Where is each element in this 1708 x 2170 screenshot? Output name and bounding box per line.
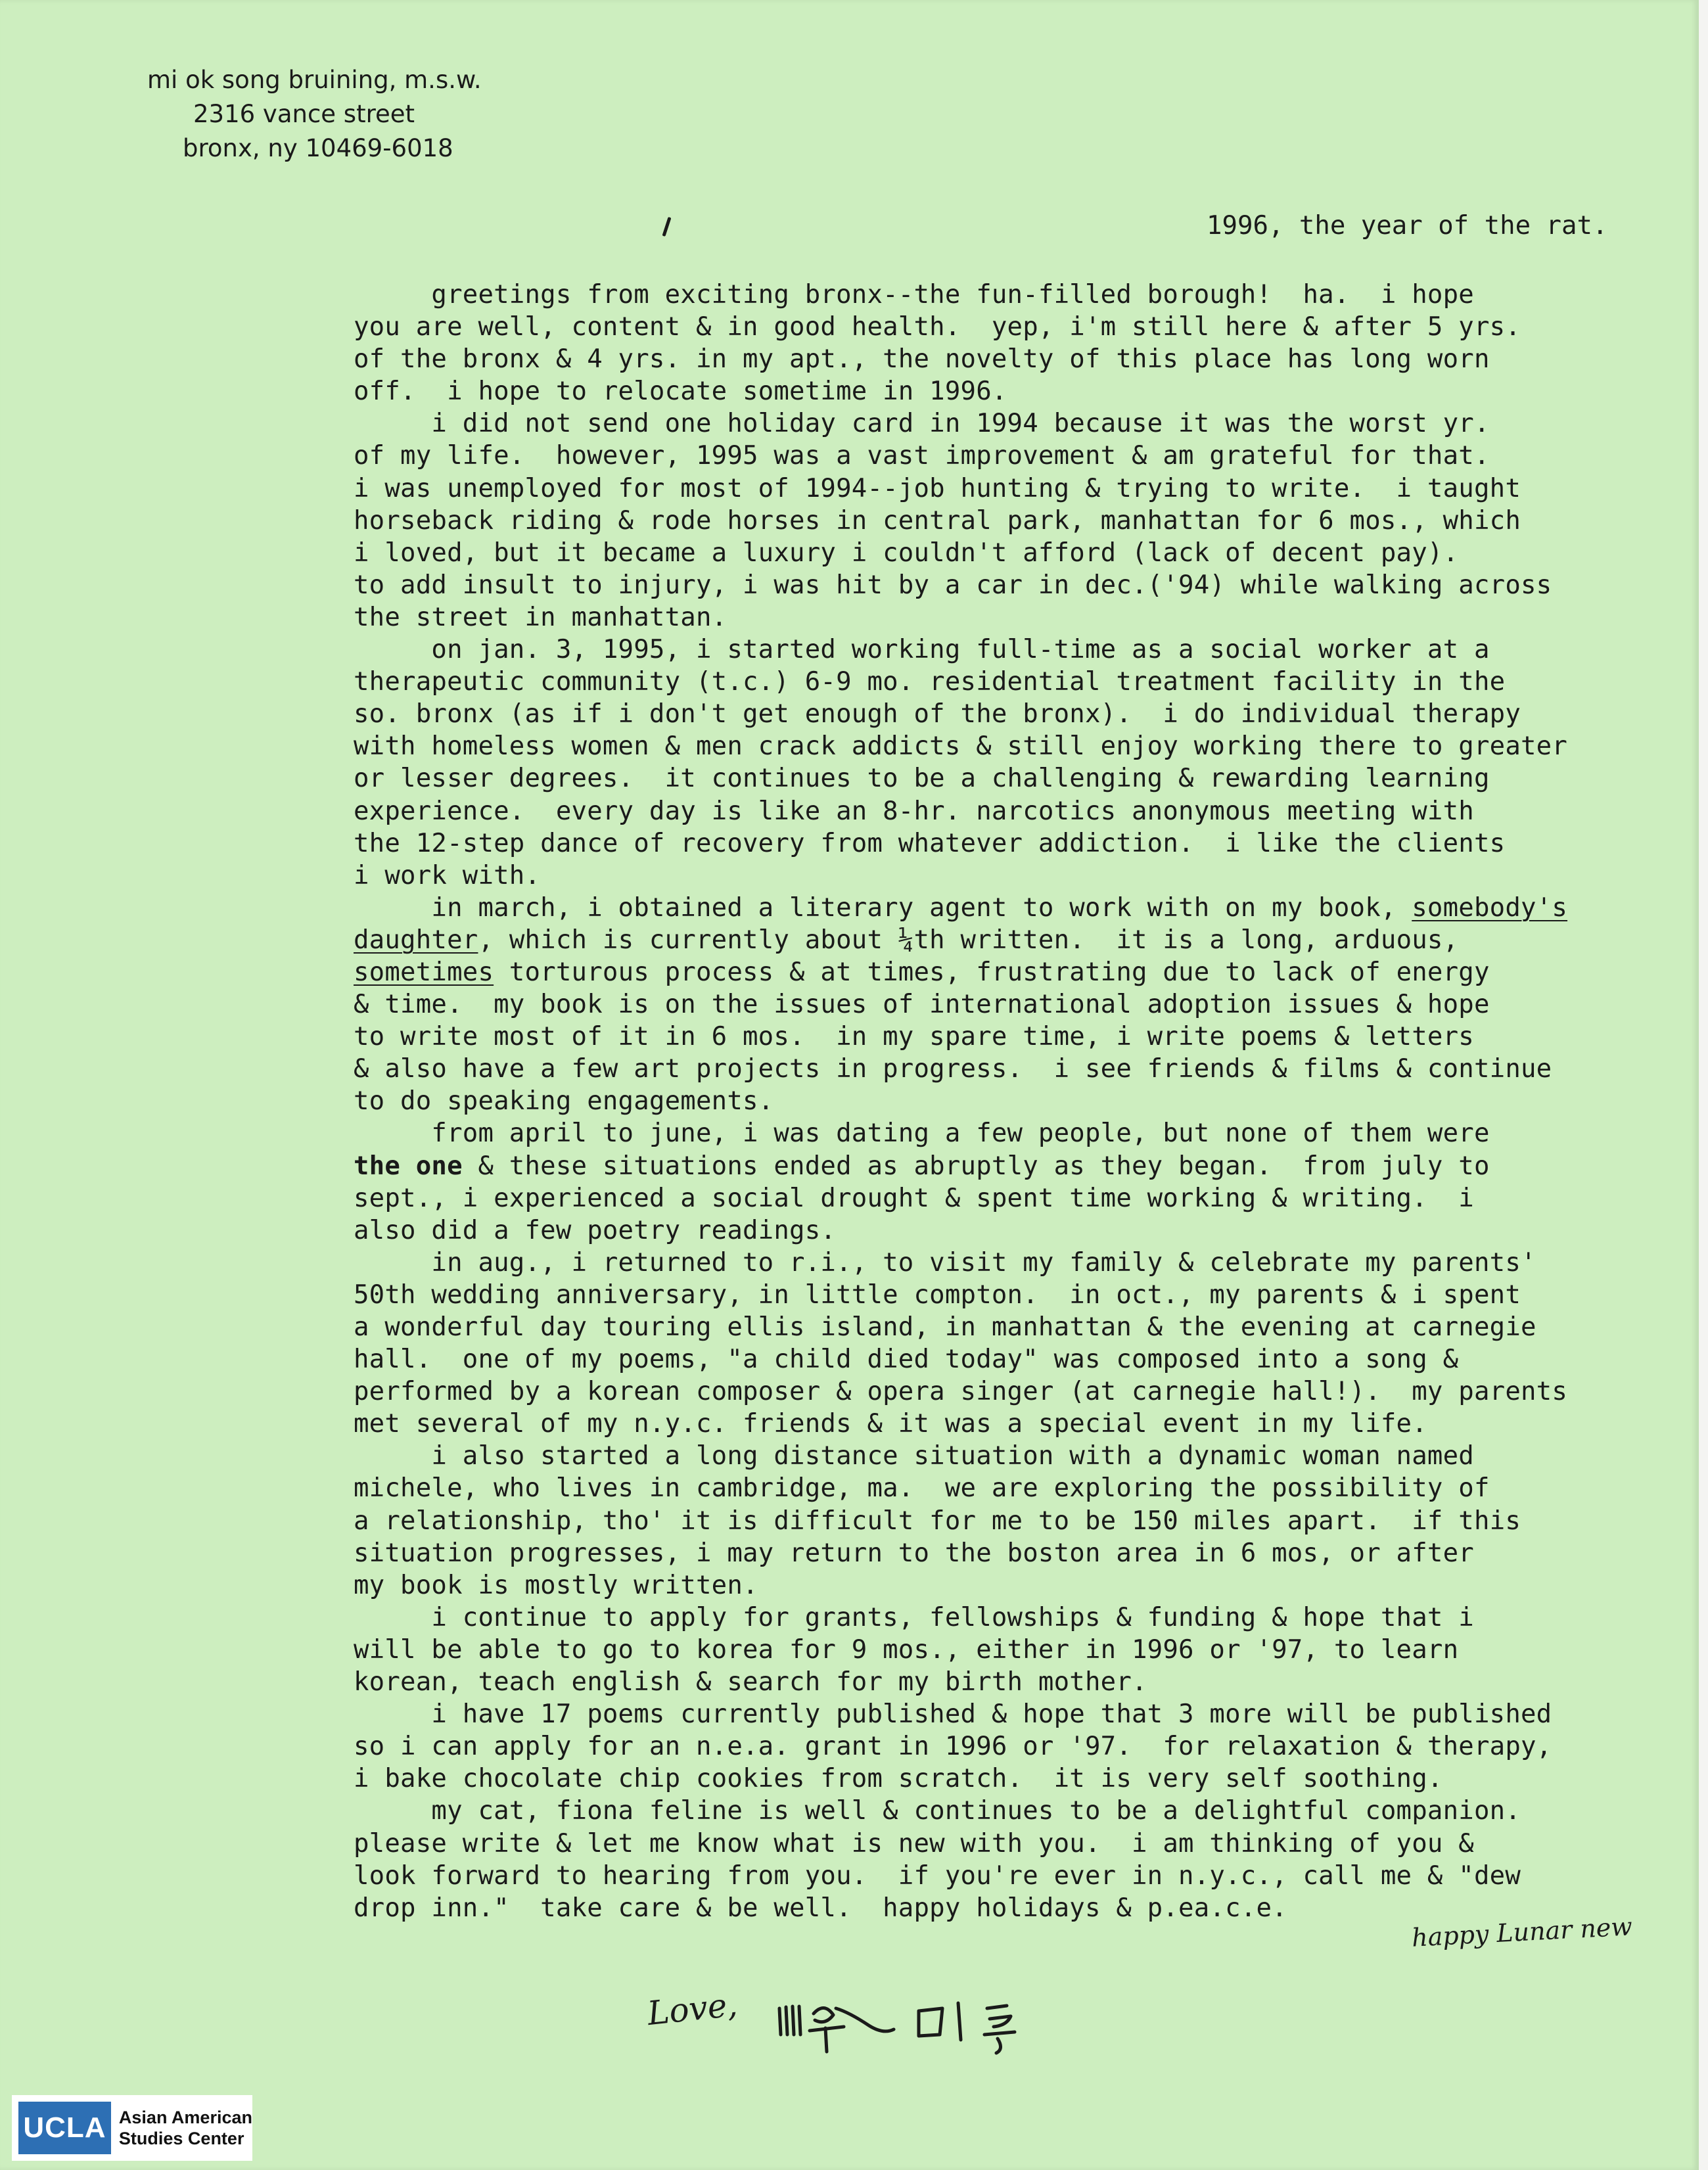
underlined-text: daughter [354, 925, 478, 955]
line-text: drop inn." take care & be well. happy holidays & p.ea.c.e. [354, 1893, 1287, 1923]
letter-line [354, 1795, 1681, 1827]
letter-line [354, 1569, 1681, 1602]
line-text: on jan. 3, 1995, i started working full-time as a social worker at a [354, 635, 1490, 665]
line-text: i loved, but it became a luxury i couldn't afford (lack of decent pay). [354, 538, 1459, 568]
letter-line [354, 1021, 1681, 1053]
line-text: please write & let me know what is new with you. i am thinking of you & [354, 1828, 1474, 1858]
line-text: 50th wedding anniversary, in little compton. in oct., my parents & i spent [354, 1280, 1521, 1310]
line-text: my cat, fiona feline is well & continues to be a delightful companion. [354, 1796, 1521, 1826]
sender-street: 2316 vance street [193, 100, 415, 128]
sender-city: bronx, ny 10469-6018 [183, 134, 453, 162]
letter-line [354, 473, 1681, 505]
underlined-text: somebody's [1412, 892, 1568, 923]
letter-line [354, 1763, 1681, 1795]
letter-line [354, 1053, 1681, 1085]
letter-line [354, 1698, 1681, 1730]
line-text: to add insult to injury, i was hit by a car in dec.('94) while walking across [354, 570, 1552, 600]
center-name [119, 2107, 252, 2149]
letter-line [354, 1150, 1681, 1182]
letter-line [354, 1602, 1681, 1634]
letter-line [354, 343, 1681, 375]
letter-line [354, 634, 1681, 666]
line-text: experience. every day is like an 8-hr. narcotics anonymous meeting with [354, 796, 1474, 826]
letter-line [354, 1828, 1681, 1860]
ucla-logo: UCLA [18, 2102, 111, 2154]
line-text: also did a few poetry readings. [354, 1215, 837, 1245]
letter-line [354, 1247, 1681, 1279]
letter-line [354, 924, 1681, 956]
line-text: i was unemployed for most of 1994--job hunting & trying to write. i taught [354, 473, 1521, 503]
ucla-aasc-badge [12, 2095, 252, 2161]
handwritten-signature [770, 1989, 1046, 2061]
letter-line [354, 440, 1681, 472]
line-text: or lesser degrees. it continues to be a challenging & rewarding learning [354, 764, 1490, 794]
letter-line [354, 1860, 1681, 1892]
line-text: korean, teach english & search for my birth mother. [354, 1667, 1147, 1697]
line-text: a wonderful day touring ellis island, in manhattan & the evening at carnegie [354, 1312, 1536, 1342]
line-text: off. i hope to relocate sometime in 1996. [354, 377, 1007, 407]
line-text: to write most of it in 6 mos. in my spare time, i write poems & letters [354, 1022, 1474, 1052]
center-name-line1: Asian American [118, 2108, 252, 2127]
line-text: so. bronx (as if i don't get enough of the bronx). i do individual therapy [354, 699, 1521, 729]
line-text: & these situations ended as abruptly as they began. from july to [462, 1151, 1490, 1181]
line-text: from april to june, i was dating a few people, but none of them were [354, 1119, 1490, 1149]
letter-line [354, 1214, 1681, 1247]
letterhead [131, 63, 552, 166]
letter-line [354, 279, 1681, 311]
line-text: of the bronx & 4 yrs. in my apt., the novelty of this place has long worn [354, 344, 1490, 375]
line-text: i have 17 poems currently published & hope that 3 more will be published [354, 1699, 1552, 1730]
scan-margin [1699, 0, 1708, 2170]
letter-line [354, 1279, 1681, 1311]
letter-line [354, 730, 1681, 762]
letter-line [354, 698, 1681, 730]
letter-line [354, 537, 1681, 569]
letter-line [354, 956, 1681, 988]
line-text: met several of my n.y.c. friends & it was a special event in my life. [354, 1409, 1427, 1439]
letter-line [354, 827, 1681, 860]
line-text: the 12-step dance of recovery from whatever addiction. i like the clients [354, 828, 1506, 858]
letter-line [354, 311, 1681, 343]
letter-line [354, 601, 1681, 634]
line-text: & time. my book is on the issues of international adoption issues & hope [354, 990, 1490, 1020]
line-text: will be able to go to korea for 9 mos., either in 1996 or '97, to learn [354, 1634, 1459, 1665]
letter-line [354, 1311, 1681, 1343]
letter-line [354, 1666, 1681, 1698]
line-text: so i can apply for an n.e.a. grant in 1996 or '97. for relaxation & therapy, [354, 1732, 1552, 1762]
letter-line [354, 1117, 1681, 1149]
line-text: in aug., i returned to r.i., to visit my family & celebrate my parents' [354, 1247, 1536, 1278]
line-text: torturous process & at times, frustrating due to lack of energy [494, 957, 1490, 987]
line-text: in march, i obtained a literary agent to work with on my book, [354, 892, 1412, 923]
letter-line [354, 1408, 1681, 1440]
line-text: therapeutic community (t.c.) 6-9 mo. residential treatment facility in the [354, 667, 1506, 697]
letter-line [354, 1085, 1681, 1117]
center-name-line2: Studies Center [118, 2129, 244, 2148]
line-text: i work with. [354, 860, 541, 890]
line-text: of my life. however, 1995 was a vast improvement & am grateful for that. [354, 441, 1490, 471]
closing-salutation: Love, [645, 1985, 739, 2033]
letter-line [354, 1375, 1681, 1408]
letter-line [354, 1634, 1681, 1666]
line-text: & also have a few art projects in progress. i see friends & films & continue [354, 1054, 1552, 1084]
letter-line [354, 505, 1681, 537]
letter-line [354, 892, 1681, 924]
line-text: i also started a long distance situation with a dynamic woman named [354, 1441, 1474, 1471]
line-text: greetings from exciting bronx--the fun-filled borough! ha. i hope [354, 280, 1474, 310]
line-text: the street in manhattan. [354, 602, 727, 632]
letter-line [354, 762, 1681, 795]
letter-line [354, 666, 1681, 698]
letter-line [354, 375, 1681, 407]
letter-line [354, 1730, 1681, 1763]
letter-line [354, 988, 1681, 1021]
letter-line [354, 1440, 1681, 1472]
underlined-text: sometimes [354, 957, 494, 987]
letter-line [354, 1182, 1681, 1214]
emphasized-text: the one [354, 1151, 463, 1181]
line-text: i continue to apply for grants, fellowships & funding & hope that i [354, 1602, 1474, 1632]
line-text: with homeless women & men crack addicts & still enjoy working there to greater [354, 731, 1568, 762]
line-text: my book is mostly written. [354, 1570, 758, 1600]
letter-line [354, 1505, 1681, 1537]
line-text: i bake chocolate chip cookies from scratch. it is very self soothing. [354, 1764, 1443, 1794]
line-text: sept., i experienced a social drought & spent time working & writing. i [354, 1183, 1474, 1213]
line-text: i did not send one holiday card in 1994 because it was the worst yr. [354, 409, 1490, 439]
letter-line [354, 1537, 1681, 1569]
line-text: to do speaking engagements. [354, 1086, 774, 1117]
letter-line [354, 569, 1681, 601]
line-text: hall. one of my poems, "a child died today" was composed into a song & [354, 1345, 1459, 1375]
sender-name: mi ok song bruining, m.s.w. [147, 66, 482, 94]
letter-body [354, 279, 1681, 1924]
letter-line [354, 795, 1681, 827]
line-text: performed by a korean composer & opera singer (at carnegie hall!). my parents [354, 1377, 1568, 1407]
line-text: michele, who lives in cambridge, ma. we are exploring the possibility of [354, 1473, 1490, 1504]
line-text: you are well, content & in good health. yep, i'm still here & after 5 yrs. [354, 312, 1521, 342]
line-text: horseback riding & rode horses in central park, manhattan for 6 mos., which [354, 505, 1521, 536]
line-text: a relationship, tho' it is difficult for me to be 150 miles apart. if this [354, 1506, 1521, 1536]
handwritten-note: happy Lunar new [1411, 1912, 1633, 1952]
line-text: , which is currently about ¼th written. it is a long, arduous, [478, 925, 1459, 955]
letter-line [354, 407, 1681, 440]
date-line: 1996, the year of the rat. [1207, 211, 1608, 241]
letter-line [354, 1472, 1681, 1504]
letter-line [354, 860, 1681, 892]
letter-line [354, 1343, 1681, 1375]
line-text: look forward to hearing from you. if you're ever in n.y.c., call me & "dew [354, 1860, 1521, 1891]
line-text: situation progresses, i may return to the boston area in 6 mos, or after [354, 1538, 1474, 1568]
